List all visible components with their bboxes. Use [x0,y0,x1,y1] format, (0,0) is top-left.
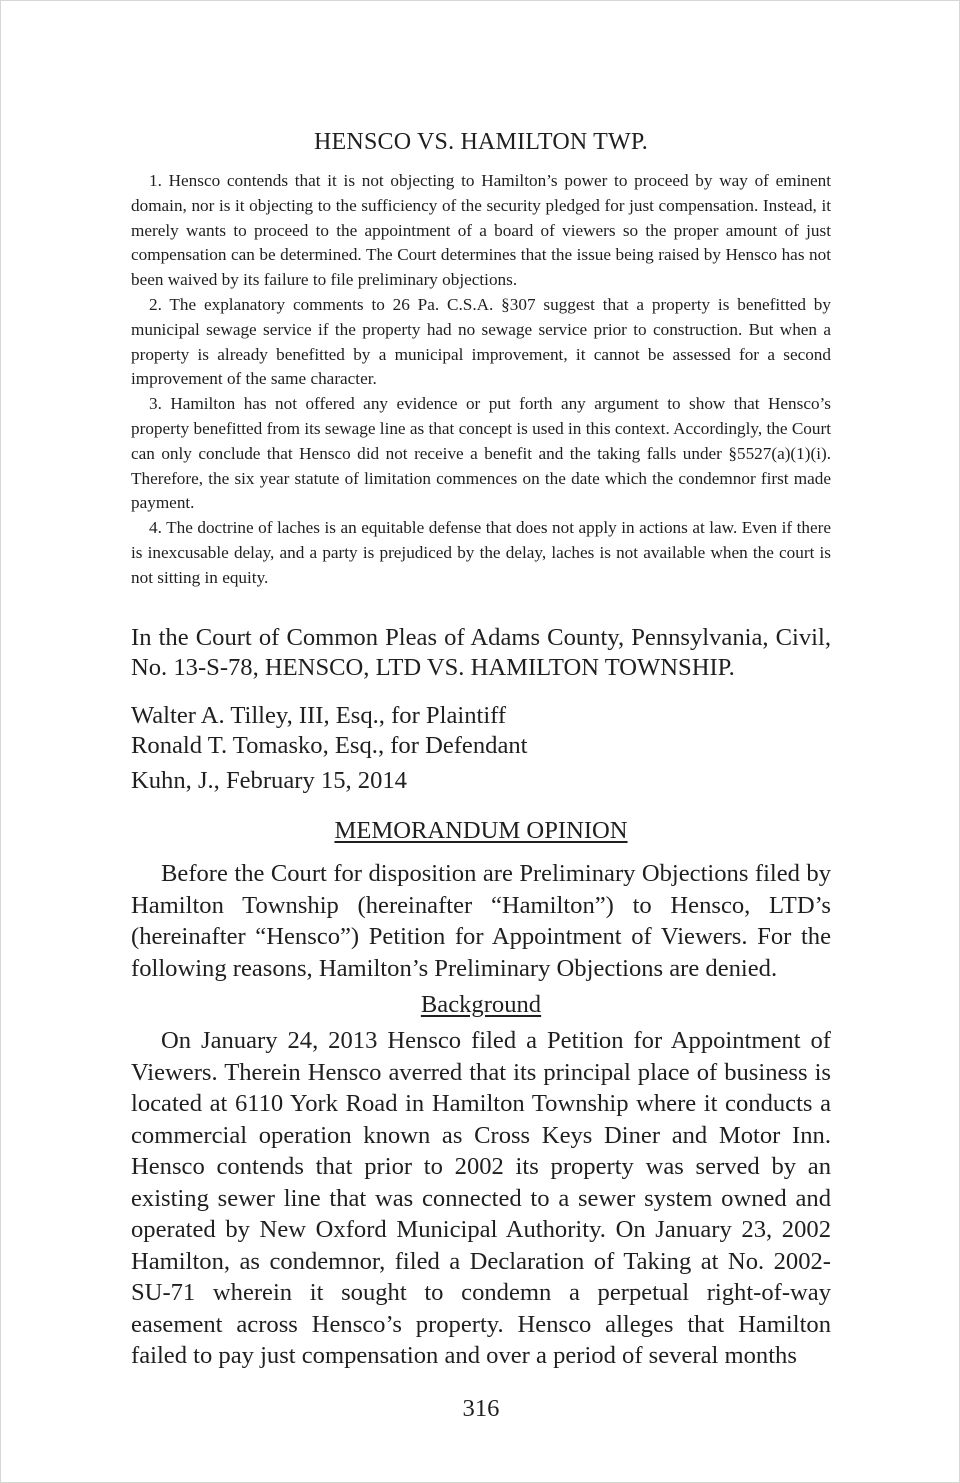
headnote-2: 2. The explanatory comments to 26 Pa. C.S.A. §307 suggest that a property is benefitted by municipal sewage service if the property had no sewage service prior to construction. But when a property is already benefitted by a municipal improvement, it cannot be assessed for a second improvement of the same character. [131,294,831,389]
page-number: 316 [462,1395,500,1422]
defendant-counsel: Ronald T. Tomasko, Esq., for Defendant [131,732,528,759]
running-head: HENSCO VS. HAMILTON TWP. [314,129,648,155]
headnote-3: 3. Hamilton has not offered any evidence or put forth any argument to show that Hensco’s property benefitted from its sewage line as that concept is used in this context. Accordingly, the Court can only conclude that Hensco did not receive a benefit and the taking falls under §5527(a)(1)(i). Therefore, the six year statute of limitation commences on the date which the condemnor first made payment. [131,394,831,513]
case-caption: In the Court of Common Pleas of Adams County, Pennsylvania, Civil, No. 13-S-78, HENSCO, LTD VS. HAMILTON TOWNSHIP. [131,624,831,681]
judge-date-line: Kuhn, J., February 15, 2014 [131,767,407,794]
headnotes [131,169,831,591]
headnote-4: 4. The doctrine of laches is an equitable defense that does not apply in actions at law. Even if there is inexcusable delay, and a party is prejudiced by the delay, laches is not available when the court is not sitting in equity. [131,518,831,587]
plaintiff-counsel: Walter A. Tilley, III, Esq., for Plaintiff [131,702,507,729]
counsel-block [131,701,831,761]
opinion-title: MEMORANDUM OPINION [334,817,628,844]
headnote-1: 1. Hensco contends that it is not objecting to Hamilton’s power to proceed by way of eminent domain, nor is it objecting to the sufficiency of the security pledged for just compensation. Instead, it merely wants to proceed to the appointment of a board of viewers so the proper amount of just compensation can be determined. The Court determines that the issue being raised by Hensco has not been waived by its failure to file preliminary objections. [131,171,831,290]
intro-paragraph: Before the Court for disposition are Preliminary Objections filed by Hamilton Township (hereinafter “Hamilton”) to Hensco, LTD’s (hereinafter “Hensco”) Petition for Appointment of Viewers. For the following reasons, Hamilton’s Preliminary Objections are denied. [131,860,831,982]
background-paragraph: On January 24, 2013 Hensco filed a Petition for Appointment of Viewers. Therein Hensco averred that its principal place of business is located at 6110 York Road in Hamilton Township where it conducts a commercial operation known as Cross Keys Diner and Motor Inn. Hensco contends that prior to 2002 its property was served by an existing sewer line that was connected to a sewer system owned and operated by New Oxford Municipal Authority. On January 23, 2002 Hamilton, as condemnor, filed a Declaration of Taking at No. 2002-SU-71 wherein it sought to condemn a perpetual right-of-way easement across Hensco’s property. Hensco alleges that Hamilton failed to pay just compensation and over a period of several months [131,1027,831,1369]
section-heading-background: Background [420,991,542,1018]
